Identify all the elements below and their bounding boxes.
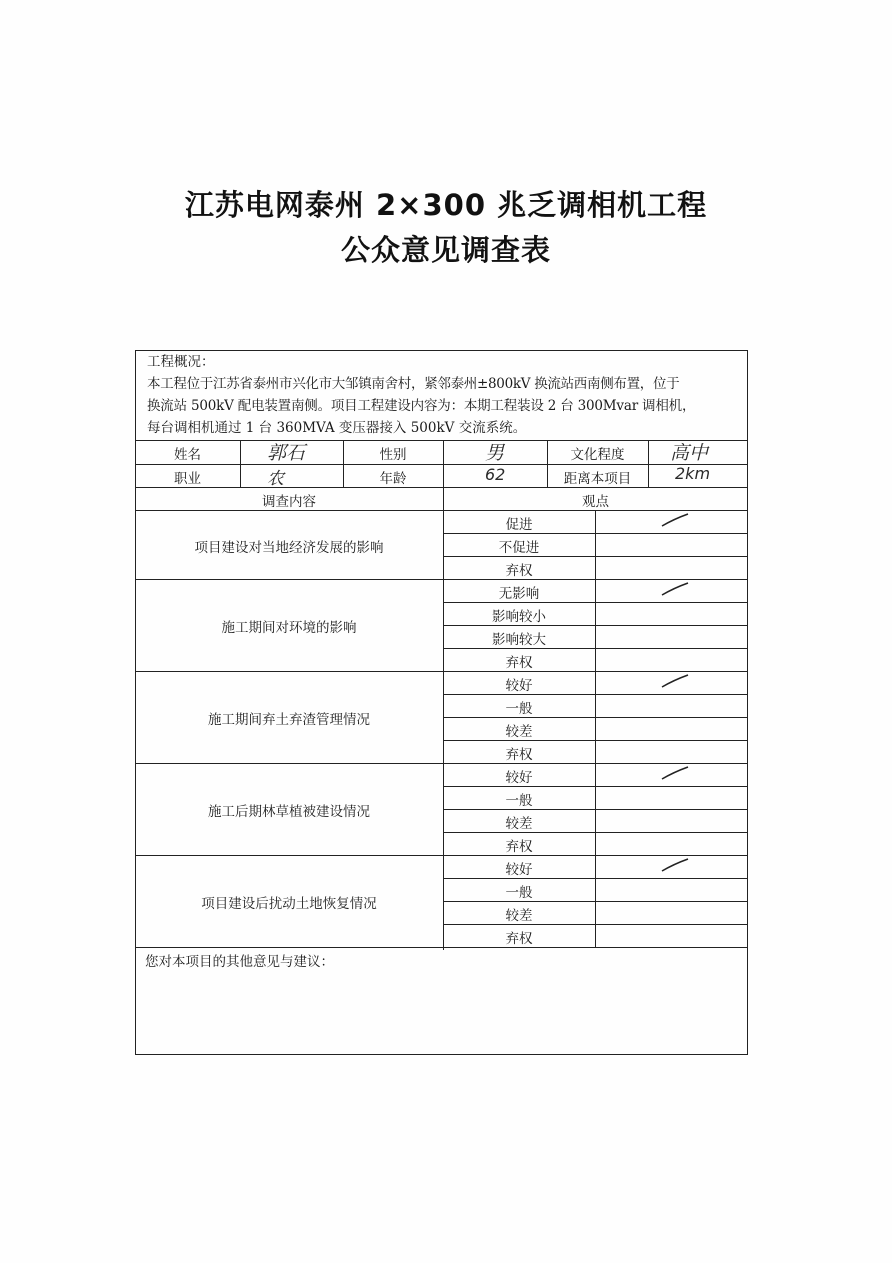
survey-form: [135, 350, 748, 1055]
distance-label: 距离本项目: [563, 471, 632, 487]
question-text: 施工后期林草植被建设情况: [208, 804, 370, 820]
gender-label: 性别: [379, 447, 407, 463]
option-checkbox[interactable]: [595, 924, 748, 947]
opinion-header: 观点: [582, 494, 609, 510]
content-header: 调查内容: [262, 494, 316, 510]
option-label: 不促进: [498, 540, 540, 556]
check-mark-icon: [660, 674, 690, 690]
overview-line-2: 换流站 500kV 配电装置南侧。项目工程建设内容为：本期工程装设 2 台 300Mvar 调相机，: [147, 398, 696, 414]
occupation-value: 农: [267, 469, 284, 489]
age-label: 年龄: [379, 471, 407, 487]
option-label: 弃权: [505, 563, 533, 579]
option-checkbox[interactable]: [595, 694, 748, 717]
option-label: 弃权: [505, 747, 533, 763]
rule: [648, 440, 649, 487]
option-label: 较差: [505, 908, 533, 924]
check-mark-icon: [660, 858, 690, 874]
overview-line-1: 本工程位于江苏省泰州市兴化市大邹镇南舍村，紧邻泰州±800kV 换流站西南侧布置，位于: [147, 376, 680, 392]
rule: [135, 487, 748, 488]
option-checkbox[interactable]: [595, 809, 748, 832]
option-label: 促进: [505, 517, 533, 533]
comments-label: 您对本项目的其他意见与建议：: [145, 954, 334, 970]
question-text: 施工期间对环境的影响: [221, 620, 357, 636]
name-label: 姓名: [174, 447, 201, 463]
check-mark-icon: [660, 766, 690, 782]
option-checkbox[interactable]: [595, 786, 748, 809]
question-text: 项目建设对当地经济发展的影响: [194, 539, 384, 556]
option-checkbox[interactable]: [595, 901, 748, 924]
option-label: 影响较小: [492, 609, 546, 625]
distance-value: 2km: [675, 464, 711, 483]
option-label: 一般: [505, 885, 533, 901]
option-label: 弃权: [505, 655, 533, 671]
rule: [443, 440, 444, 487]
age-value: 62: [485, 465, 506, 484]
option-checkbox[interactable]: [595, 878, 748, 901]
option-checkbox[interactable]: [595, 625, 748, 648]
option-label: 较差: [505, 816, 533, 832]
check-mark-icon: [660, 582, 690, 598]
document-title: 江苏电网泰州 2×300 兆乏调相机工程: [184, 188, 708, 222]
rule: [135, 464, 748, 465]
name-value: 郭石: [267, 442, 306, 464]
education-label: 文化程度: [570, 447, 625, 463]
rule: [135, 947, 748, 948]
option-checkbox[interactable]: [595, 556, 748, 579]
option-label: 较好: [505, 862, 533, 878]
check-mark-icon: [660, 513, 690, 529]
question-text: 项目建设后扰动土地恢复情况: [201, 896, 377, 912]
option-label: 较差: [505, 724, 533, 740]
option-label: 影响较大: [492, 632, 546, 648]
rule: [595, 510, 596, 947]
gender-value: 男: [485, 442, 505, 464]
overview-label: 工程概况：: [147, 354, 215, 370]
option-label: 弃权: [505, 839, 533, 855]
option-checkbox[interactable]: [595, 533, 748, 556]
occupation-label: 职业: [174, 471, 201, 487]
option-label: 无影响: [498, 586, 540, 602]
option-label: 一般: [505, 793, 533, 809]
option-checkbox[interactable]: [595, 648, 748, 671]
comments-area[interactable]: [145, 976, 735, 1046]
option-label: 较好: [505, 678, 533, 694]
option-checkbox[interactable]: [595, 832, 748, 855]
document-subtitle: 公众意见调查表: [340, 233, 551, 267]
option-label: 一般: [505, 701, 533, 717]
rule: [135, 440, 748, 441]
option-label: 弃权: [505, 931, 533, 947]
option-label: 较好: [505, 770, 533, 786]
rule: [240, 440, 241, 487]
question-text: 施工期间弃土弃渣管理情况: [208, 712, 370, 728]
education-value: 高中: [670, 442, 709, 464]
option-checkbox[interactable]: [595, 602, 748, 625]
overview-line-3: 每台调相机通过 1 台 360MVA 变压器接入 500kV 交流系统。: [147, 420, 527, 436]
option-checkbox[interactable]: [595, 740, 748, 763]
option-checkbox[interactable]: [595, 717, 748, 740]
